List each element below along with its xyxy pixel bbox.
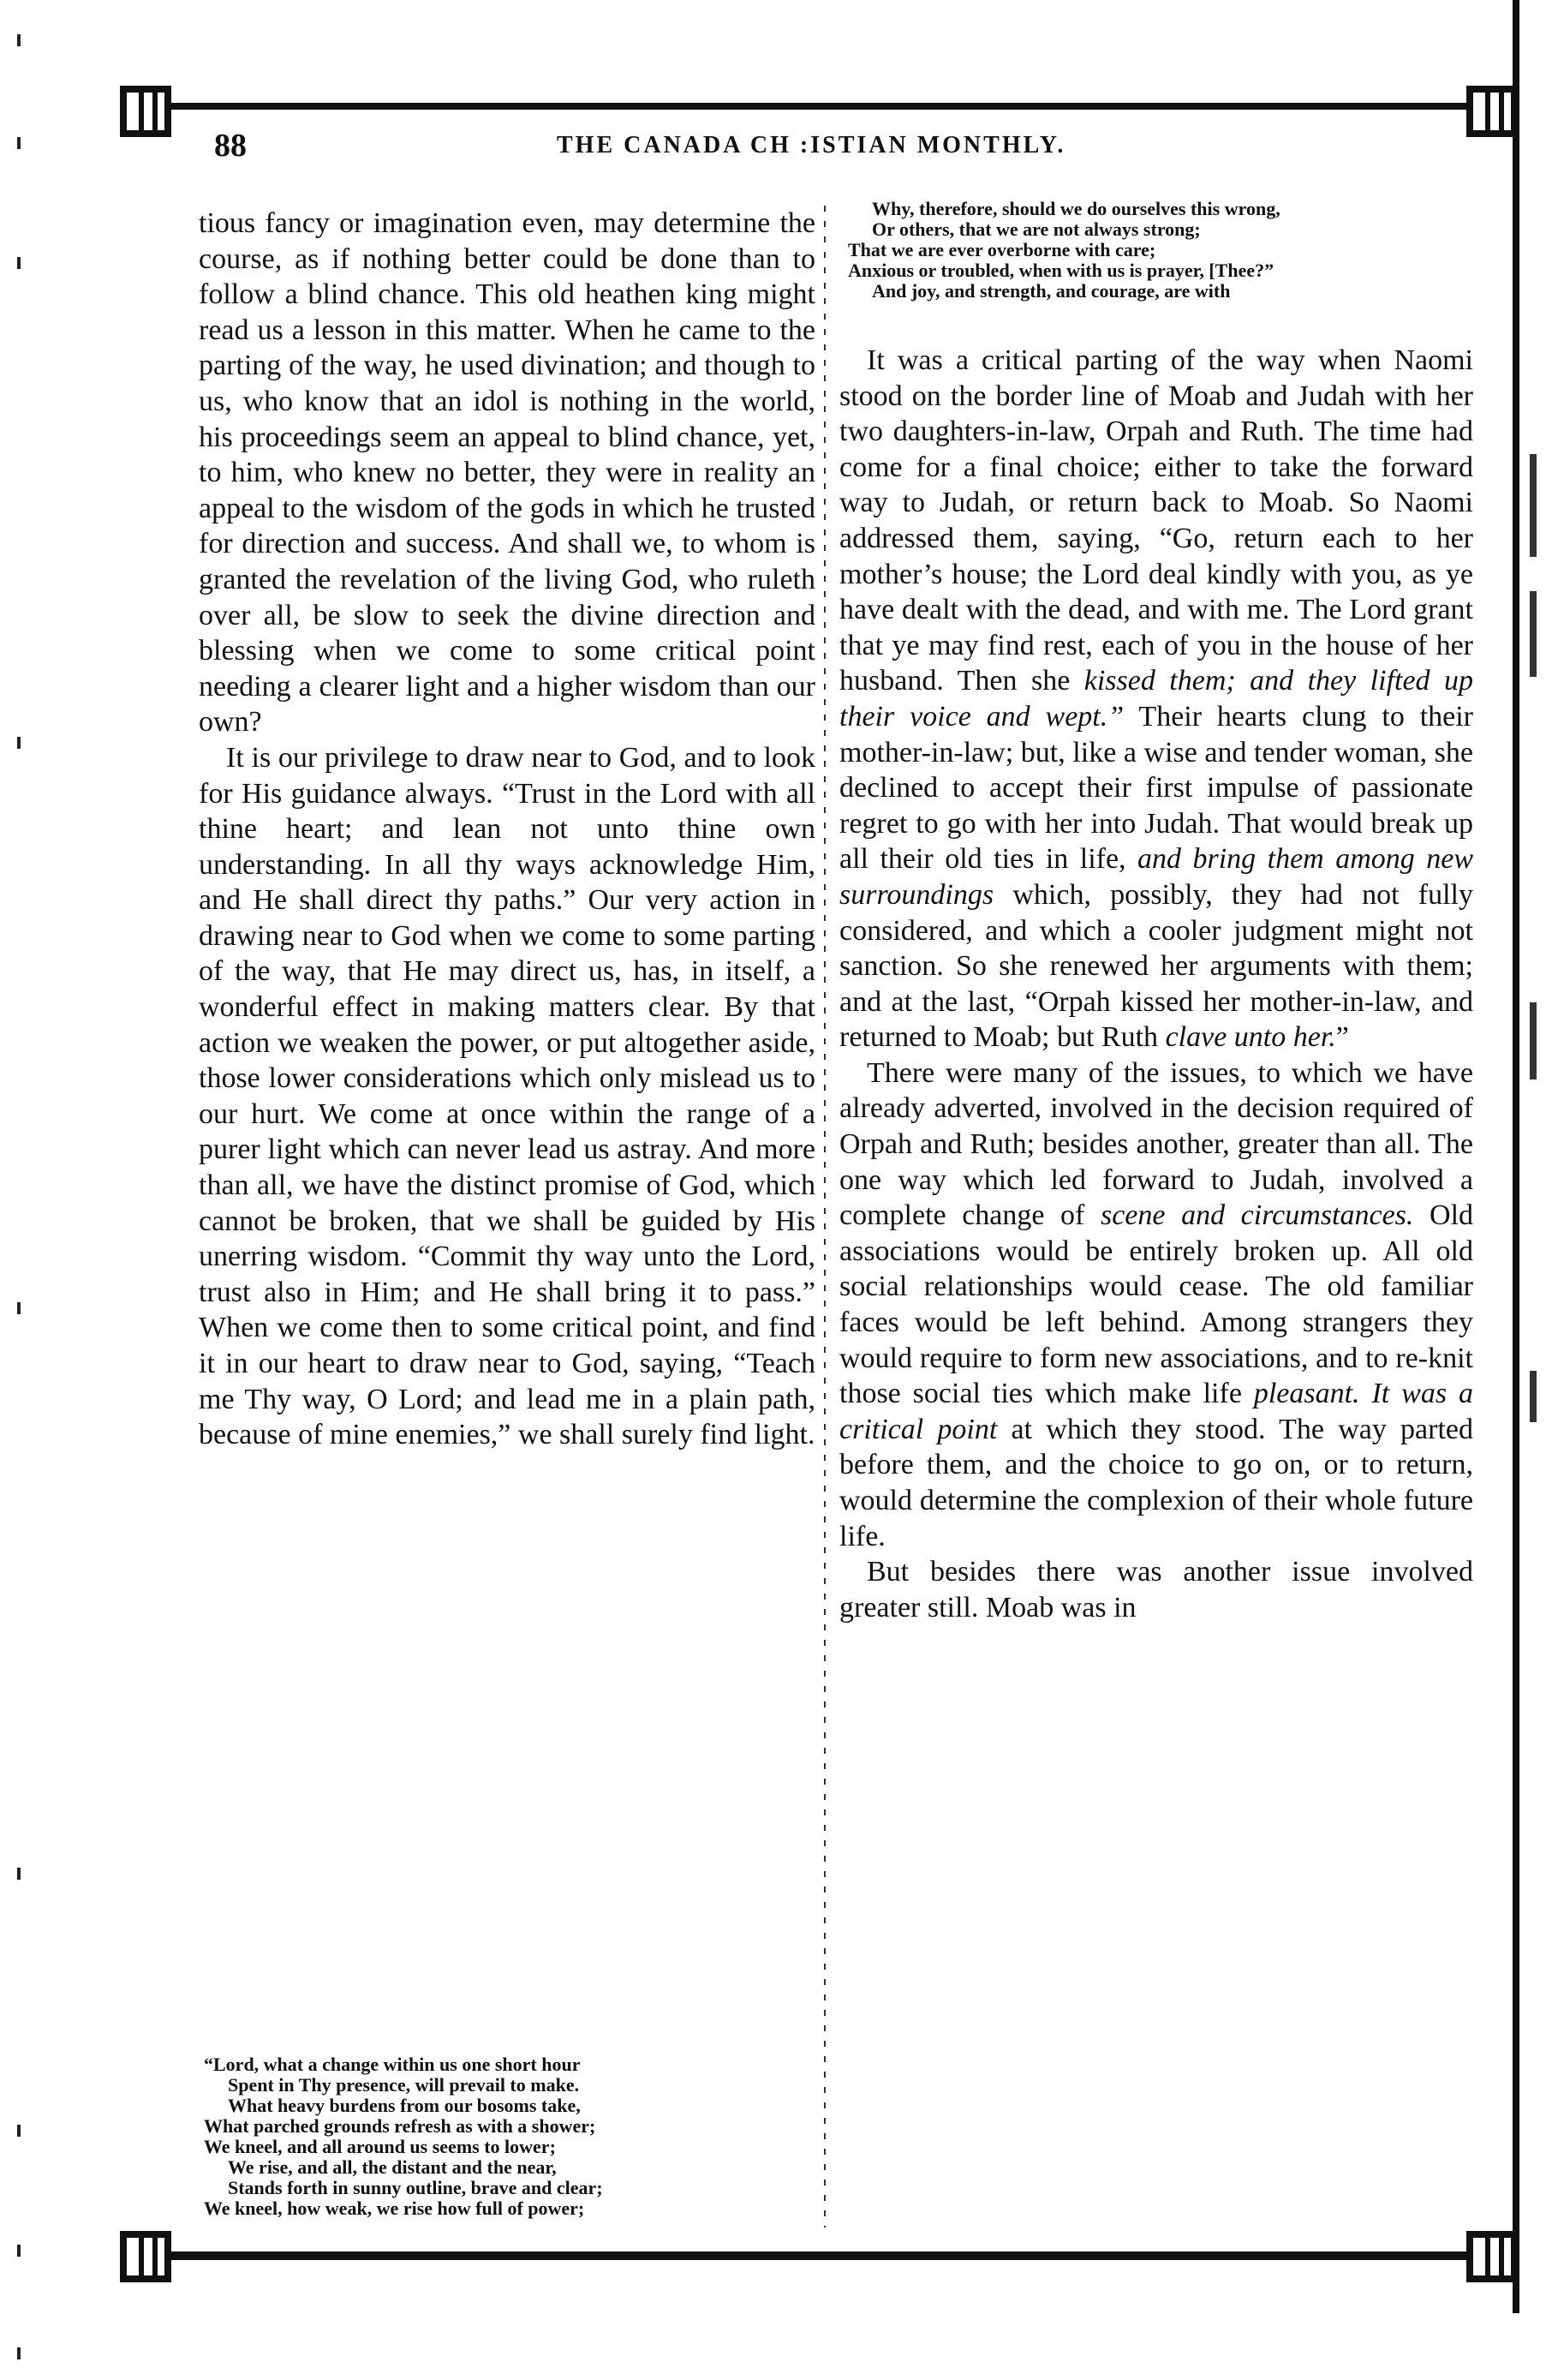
column-divider — [824, 206, 826, 2228]
right-column — [839, 343, 1473, 1625]
poem-line: And joy, and strength, and courage, are with — [872, 280, 1231, 302]
poem-line: We kneel, how weak, we rise how full of power; — [204, 2198, 585, 2219]
poem-stanza — [204, 2054, 803, 2219]
poem-line: Or others, that we are not always strong; — [872, 218, 1201, 240]
italic-run: pleasant. It was a critical point — [839, 1378, 1473, 1445]
italic-run: scene and circumstances. — [1100, 1199, 1414, 1232]
paragraph — [839, 343, 1473, 1055]
text-run: at which they stood. The way parted before them, and the choice to go on, or to return, would determine the complexion of their whole future life. — [839, 1413, 1473, 1552]
poem-line: What heavy burdens from our bosoms take, — [228, 2095, 581, 2116]
corner-ornament-icon — [1466, 2231, 1518, 2282]
page-frame-bottom — [128, 2251, 1507, 2260]
paragraph — [839, 1055, 1473, 1554]
poem-line: “Lord, what a change within us one short hour — [204, 2054, 581, 2075]
corner-ornament-icon — [120, 86, 171, 137]
text-run: So Naomi addressed them, saying, “Go, return each to her mother’s house; the Lord deal kindly with you, as ye have dealt with the dead, and with me. The Lord grant that ye may find rest, each of you in the house of her husband. Then she — [839, 487, 1473, 697]
paragraph: tious fancy or imagination even, may determine the course, as if nothing better could be done than to follow a blind chance. This old heathen king might read us a lesson in this matter. When he came to the parting of the way, he used divination; and though to us, who know that an idol is nothing in the world, his proceedings seem an appeal to blind chance, yet, to him, who knew no better, they were in reality an appeal to the wisdom of the gods in which he trusted for direction and success. And shall we, to whom is granted the revelation of the living God, who ruleth over all, be slow to seek the divine direction and blessing when we come to some critical point needing a clearer light and a higher wisdom than our own? — [199, 207, 815, 739]
paragraph: It is our privilege to draw near to God, and to look for His guidance always. “Trust in the Lord with all thine heart; and lean not unto thine own understanding. In all thy ways acknowledge Him, and He shall direct thy paths.” Our very action in drawing near to God when we come to some parting of the way, that He may direct us, has, in itself, a wonderful effect in making matters clear. By that action we weaken the power, or put altogether aside, those lower considerations which only mislead us to our hurt. We come at once within the range of a purer light which can never lead us astray. And more than all, we have the distinct promise of God, which cannot be broken, that we shall be guided by His unerring wisdom. “Commit thy way unto the Lord, trust also in Him; and He shall bring it to pass.” When we come then to some critical point, and find it in our heart to draw near to God, saying, “Teach me Thy way, O Lord; and lead me in a plain path, because of mine enemies,” we shall surely find light. — [199, 741, 815, 1451]
page-frame-right — [1513, 0, 1519, 2313]
text-run: which, possibly, they had not fully considered, and which a cooler judgment might not sanction. So she renewed her arguments with them; and at the last, “Orpah kissed her mother-in-law, and returned to Moab; but Ruth — [839, 878, 1473, 1054]
poem-line: Why, therefore, should we do ourselves this wrong, — [872, 198, 1280, 219]
text-run: There were many of the issues, to which we have already adverted, involved in the decision required of Orpah and Ruth; besides another, greater than all. The one way which led forward to Judah, involved a complete change of — [839, 1056, 1473, 1232]
text-run: Old associations would be entirely broken up. All old social relationships would cease. The old familiar faces would be left behind. Among strangers they would require to form new associations, and to re-knit those social ties which make life — [839, 1199, 1474, 1410]
poem-line: Spent in Thy presence, will prevail to make. — [228, 2074, 580, 2096]
poem-line: We kneel, and all around us seems to lower; — [204, 2136, 556, 2157]
text-run: It was a critical parting of the way when Naomi stood on the border line of Moab and Judah with her two daughters-in-law, Orpah and Ruth. The time had come for a final choice; either to take the forward way to Judah, or return back to Moab. — [839, 344, 1473, 519]
poem-line: We rise, and all, the distant and the near, — [228, 2156, 557, 2178]
right-margin-marks — [1526, 0, 1543, 2380]
poem-line: That we are ever overborne with care; — [848, 239, 1156, 260]
poem-line: What parched grounds refresh as with a shower; — [204, 2115, 596, 2137]
running-title: THE CANADA CH :ISTIAN MONTHLY. — [557, 132, 1066, 158]
page-header — [214, 127, 1473, 170]
corner-ornament-icon — [120, 2231, 171, 2282]
left-margin-marks — [17, 0, 34, 2380]
text-run: ” — [1335, 1021, 1349, 1054]
page-frame-top — [128, 103, 1507, 110]
text-run: But besides there was another issue involved greater still. Moab was in — [839, 1556, 1473, 1624]
italic-run: kissed them; and they lifted up their voice and wept.” — [839, 665, 1474, 733]
poem-line: Anxious or troubled, when with us is prayer, [Thee?” — [848, 260, 1274, 281]
poem-line: Stands forth in sunny outline, brave and clear; — [228, 2177, 603, 2198]
paragraph — [839, 1554, 1473, 1625]
page-number: 88 — [214, 128, 247, 164]
italic-run: clave unto her. — [1165, 1021, 1336, 1054]
poem-stanza — [848, 199, 1473, 302]
text-run: Their hearts clung to their mother-in-law; but, like a wise and tender woman, she declined to accept their first impulse of passionate regret to go with her into Judah. That would break up all their old ties in life, — [839, 700, 1474, 876]
corner-ornament-icon — [1466, 86, 1518, 137]
left-column — [199, 206, 815, 1453]
italic-run: and bring them among new surroundings — [839, 843, 1474, 911]
